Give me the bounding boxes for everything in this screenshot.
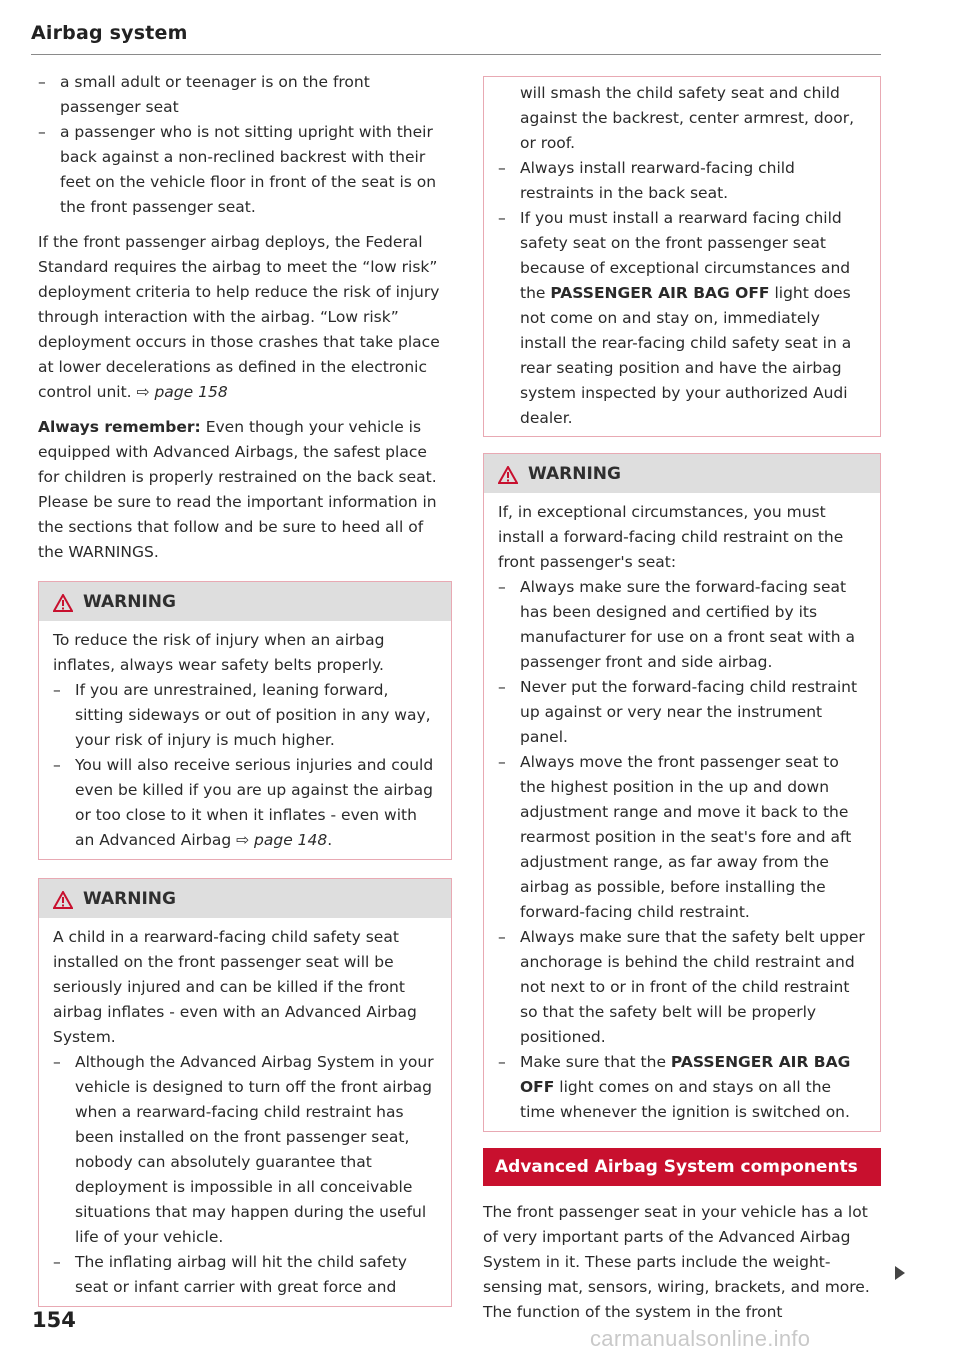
list-item: – Always make sure the forward-facing seat has been designed and certified by its manufacturer for use on a front seat with a passenger front and side airbag. [498,575,866,675]
list-item: – a small adult or teenager is on the front passenger seat [38,70,452,120]
section-paragraph: The front passenger seat in your vehicle has a lot of very important parts of the Advanced Airbag System in it. These parts include the weight-sensing mat, sensors, wiring, brackets, and more. The function of the system in the front [483,1203,870,1321]
list-item-text: Make sure that the [520,1053,671,1071]
warning-intro: If, in exceptional circumstances, you must install a forward-facing child restraint on the front passenger's seat: [498,503,844,571]
intro-list [38,70,452,220]
indicator-label: PASSENGER AIR BAG OFF [520,1053,851,1096]
list-item: – Always move the front passenger seat to the highest position in the up and down adjustment range and move it back to the rearmost position in the seat's fore and aft adjustment range, as far away from the airbag as possible, before installing the forward-facing child restraint. [498,750,866,925]
header-rule [31,54,881,55]
list-item: – Always install rearward-facing child restraints in the back seat. [498,156,866,206]
warning-body [39,918,451,1306]
lead-label: Always remember: [38,418,201,436]
warning-box [38,878,452,1307]
warning-title: WARNING [83,592,176,612]
continuation-text: will smash the child safety seat and child against the backrest, center armrest, door, or roof. [520,84,854,152]
warning-header [484,454,880,493]
warning-box [483,453,881,1132]
warning-intro: A child in a rearward-facing child safety seat installed on the front passenger seat will be seriously injured and can be killed if the front airbag inflates - even with an Advanced Airbag System. [53,928,417,1046]
list-item: – The inflating airbag will hit the child safety seat or infant carrier with great force and [53,1250,437,1300]
indicator-label: PASSENGER AIR BAG OFF [550,284,770,302]
list-item: – Although the Advanced Airbag System in your vehicle is designed to turn off the front airbag when a rearward-facing child restraint has been installed on the front passenger seat, nobody can absolutely guarantee that deployment is impossible in all conceivable situations that may happen during the useful life of your vehicle. [53,1050,437,1250]
list-item-text: light comes on and stays on all the time whenever the ignition is switched on. [520,1078,850,1121]
warning-list [53,678,437,853]
list-item: – If you are unrestrained, leaning forward, sitting sideways or out of position in any way, your risk of injury is much higher. [53,678,437,753]
page-reference-link[interactable]: ⇨ page 158 [136,383,228,401]
warning-intro: To reduce the risk of injury when an airbag inflates, always wear safety belts properly. [53,631,385,674]
list-item [53,753,437,853]
left-column [38,70,452,1323]
warning-body [484,77,880,436]
page-number: 154 [32,1308,76,1332]
warning-triangle-icon [53,594,73,612]
warning-title: WARNING [528,464,621,484]
warning-body [39,621,451,859]
warning-list [53,1050,437,1300]
continue-arrow-icon [895,1266,905,1280]
warning-title: WARNING [83,889,176,909]
section-heading: Advanced Airbag System components [483,1148,881,1186]
list-item [498,206,866,431]
warning-header [39,879,451,918]
paragraph-text: Even though your vehicle is equipped with Advanced Airbags, the safest place for children is properly restrained on the back seat. Please be sure to read the important information in the sections that follow and be sure to heed all of the WARNINGS. [38,418,437,561]
warning-triangle-icon [498,466,518,484]
page-header [31,22,881,55]
page-reference-link[interactable]: ⇨ page 148 [236,831,328,849]
warning-header [39,582,451,621]
list-item [498,1050,866,1125]
warning-box [38,581,452,860]
warning-list [498,156,866,431]
warning-list [498,575,866,1125]
list-item-text: If you must install a rearward facing child safety seat on the front passenger seat because of exceptional circumstances and the [520,209,851,302]
list-item: – Never put the forward-facing child restraint up against or very near the instrument panel. [498,675,866,750]
warning-body [484,493,880,1131]
paragraph-text: If the front passenger airbag deploys, the Federal Standard requires the airbag to meet the “low risk” deployment criteria to help reduce the risk of injury through interaction with the airbag. “Low risk” deployment occurs in those crashes that take place at lower decelerations as defined in the electronic control unit. [38,233,440,401]
list-item: – Always make sure that the safety belt upper anchorage is behind the child restraint and not next to or in front of the child restraint so that the safety belt will be properly positioned. [498,925,866,1050]
list-item: – a passenger who is not sitting upright with their back against a non-reclined backrest with their feet on the vehicle floor in front of the seat is on the front passenger seat. [38,120,452,220]
list-item-end: . [327,831,333,849]
warning-triangle-icon [53,891,73,909]
list-item-text: You will also receive serious injuries and could even be killed if you are up against the airbag or too close to it when it inflates - even with an Advanced Airbag [75,756,434,849]
paragraph-low-risk [38,230,452,405]
right-column [483,76,881,1335]
page-title: Airbag system [31,22,188,44]
paragraph-always-remember [38,415,452,565]
watermark: carmanualsonline.info [590,1326,811,1351]
list-item-text: light does not come on and stay on, immediately install the rear-facing child safety seat in a rear seating position and have the airbag system inspected by your authorized Audi dealer. [520,284,852,427]
warning-continuation-box [483,76,881,437]
